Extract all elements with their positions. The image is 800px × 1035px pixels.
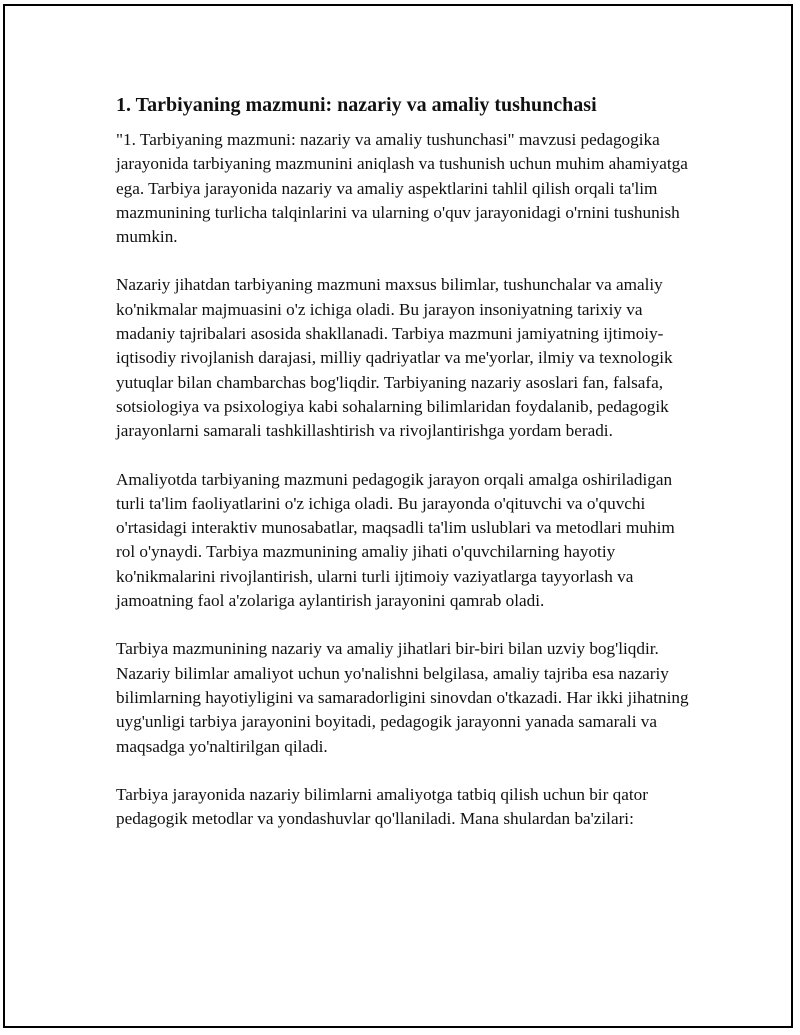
paragraph-methods: Tarbiya jarayonida nazariy bilimlarni amaliyotga tatbiq qilish uchun bir qator pedagogik metodlar va yondashuvlar qo'llaniladi. Mana shulardan ba'zilari:	[116, 784, 648, 829]
paragraph-theoretical: Nazariy jihatdan tarbiyaning mazmuni maxsus bilimlar, tushunchalar va amaliy ko'nikmalar majmuasini o'z ichiga oladi. Bu jarayon insoniyatning tarixiy va madaniy tajribalari asosida shakllanadi. Tarbiya mazmuni jamiyatning ijtimoiy-iqtisodiy rivojlanish darajasi, milliy qadriyatlar va me'yorlar, ilmiy va texnologik yutuqlar bilan chambarchas bog'liqdir. Tarbiyaning nazariy asoslari fan, falsafa, sotsiologiya va psixologiya kabi sohalarning bilimlaridan foydalanib, pedagogik jarayonlarni samarali tashkillashtirish va rivojlantirishga yordam beradi.	[116, 275, 673, 441]
paragraph-intro: "1. Tarbiyaning mazmuni: nazariy va amaliy tushunchasi" mavzusi pedagogika jarayonida tarbiyaning mazmunini aniqlash va tushunish uchun muhim ahamiyatga ega. Tarbiya jarayonida nazariy va amaliy aspektlarini tahlil qilish orqali ta'lim mazmunining turlicha talqinlarini va ularning o'quv jarayonidagi o'rnini tushunish mumkin.	[116, 130, 688, 247]
document-body	[116, 92, 696, 855]
document-title: 1. Tarbiyaning mazmuni: nazariy va amaliy tushunchasi	[116, 94, 597, 116]
paragraph-practical: Amaliyotda tarbiyaning mazmuni pedagogik jarayon orqali amalga oshiriladigan turli ta'lim faoliyatlarini o'z ichiga oladi. Bu jarayonda o'qituvchi va o'quvchi o'rtasidagi interaktiv munosabatlar, maqsadli ta'lim uslublari va metodlari muhim rol o'ynaydi. Tarbiya mazmunining amaliy jihati o'quvchilarning hayotiy ko'nikmalarini rivojlantirish, ularni turli ijtimoiy vaziyatlarga tayyorlash va jamoatning faol a'zolariga aylantirish jarayonini qamrab oladi.	[116, 469, 675, 611]
paragraph-connection: Tarbiya mazmunining nazariy va amaliy jihatlari bir-biri bilan uzviy bog'liqdir. Nazariy bilimlar amaliyot uchun yo'nalishni belgilasa, amaliy tajriba esa nazariy bilimlarning hayotiyligini va samaradorligini sinovdan o'tkazadi. Har ikki jihatning uyg'unligi tarbiya jarayonini boyitadi, pedagogik jarayonni yanada samarali va maqsadga yo'naltirilgan qiladi.	[116, 639, 689, 756]
